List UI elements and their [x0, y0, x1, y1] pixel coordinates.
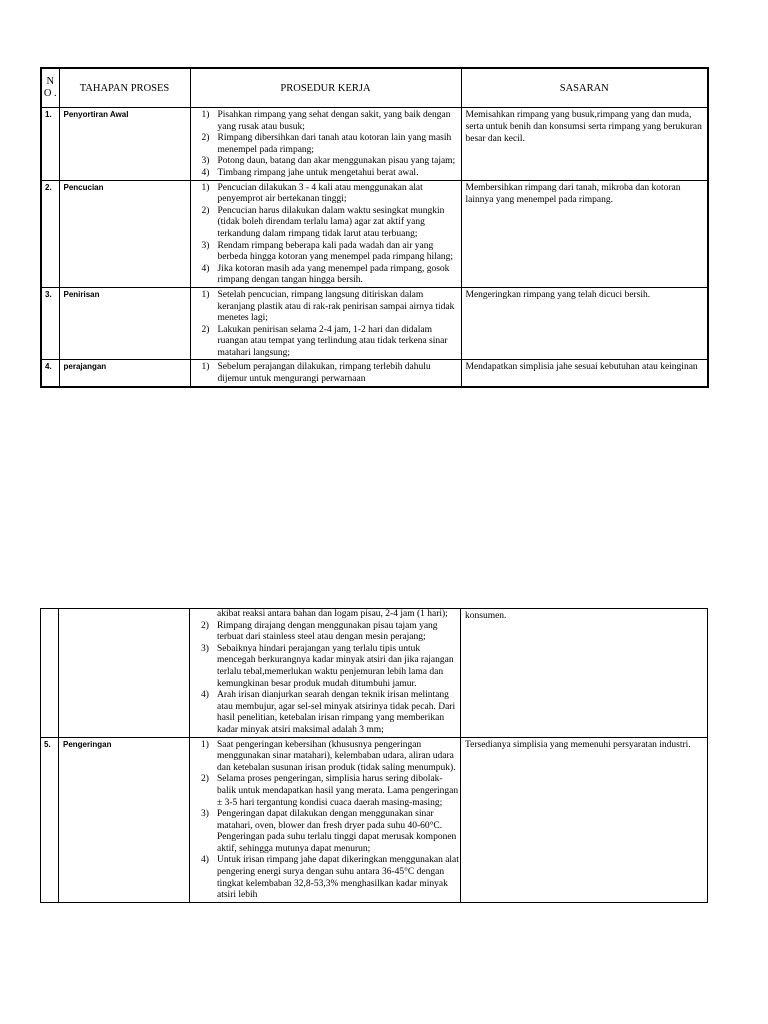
- procedure-list: [190, 740, 460, 902]
- step-number: 4): [201, 167, 210, 178]
- target-cell: Memisahkan rimpang yang busuk,rimpang yang dan muda, serta untuk benih dan konsumsi serta rimpang yang berukuran besar dan kecil.: [461, 108, 708, 181]
- step-text: Pisahkan rimpang yang sehat dengan sakit, yang baik dengan yang rusak atau busuk;: [217, 110, 451, 132]
- step-number: 3): [201, 809, 209, 820]
- row-number: 3.: [41, 287, 59, 360]
- step-text: Rendam rimpang beberapa kali pada wadah dan air yang berbeda hingga kotoran yang menempel pada rimpang hilang;: [217, 240, 454, 263]
- step-number: 4): [201, 263, 210, 274]
- procedure-list: [191, 110, 461, 180]
- table-row: [41, 609, 708, 738]
- stage-name: Penirisan: [59, 287, 190, 360]
- row-number: 5.: [41, 737, 59, 902]
- step-text: Timbang rimpang jahe untuk mengetahui berat awal.: [217, 167, 419, 178]
- step-text: Sebaiknya hindari perajangan yang terlalu tipis untuk mencegah berkurangnya kadar minyak atsiri dan jika rajangan terlalu tebal,memerlukan waktu penjemuran lebih lama dan kemungkinan besar produk mudah ditumbuhi jamur.: [217, 643, 454, 689]
- step-number: 4): [201, 855, 209, 866]
- row-number: [41, 609, 59, 738]
- stage-name: [59, 609, 190, 738]
- procedure-step: [191, 290, 461, 325]
- stage-name: perajangan: [59, 360, 190, 387]
- target-cell: Membersihkan rimpang dari tanah, mikroba dan kotoran lainnya yang menempel pada rimpang.: [461, 180, 708, 287]
- target-cell: konsumen.: [461, 609, 708, 738]
- row-number: 1.: [41, 108, 59, 181]
- procedure-list: [191, 183, 461, 287]
- table-row: [41, 108, 708, 181]
- step-text: Untuk irisan rimpang jahe dapat dikeringkan menggunakan alat pengering energi surya dengan suhu antara 36-45°C dengan tingkat kelembaban 32,8-53,3% menghasilkan kadar minyak atsiri lebih: [217, 855, 459, 901]
- step-number: 2): [201, 620, 209, 631]
- procedure-step: [190, 774, 460, 809]
- step-number: 2): [201, 205, 210, 216]
- step-text: Pencucian harus dilakukan dalam waktu sesingkat mungkin (tidak boleh direndam terlalu lama) agar zat aktif yang terkandung dalam rimpang tidak larut atau terbuang;: [217, 205, 445, 239]
- step-number: 1): [201, 362, 210, 373]
- step-number: 2): [201, 324, 210, 335]
- procedure-step: [191, 168, 461, 180]
- procedure-step: [191, 264, 461, 287]
- stage-name: Penyortiran Awal: [59, 108, 190, 181]
- target-cell: Tersedianya simplisia yang memenuhi persyaratan industri.: [461, 737, 708, 902]
- procedure-cell: [190, 737, 461, 902]
- table-header-row: [41, 68, 708, 108]
- procedure-step: [191, 241, 461, 264]
- procedure-step: [190, 621, 460, 644]
- step-text: Rimpang dibersihkan dari tanah atau kotoran lain yang masih menempel pada rimpang;: [217, 133, 452, 155]
- process-table-page-1: [40, 67, 709, 388]
- table-row: [41, 360, 708, 387]
- table-row: [41, 737, 708, 902]
- stage-name: Pencucian: [59, 180, 190, 287]
- procedure-cell: [190, 108, 461, 181]
- step-number: 1): [201, 182, 210, 193]
- table-row: [41, 180, 708, 287]
- step-number: 3): [201, 156, 210, 167]
- procedure-step: [190, 809, 460, 855]
- step-text: Pencucian dilakukan 3 - 4 kali atau menggunakan alat penyemprot air bertekanan tinggi;: [217, 182, 423, 205]
- step-text: Sebelum perajangan dilakukan, rimpang terlebih dahulu dijemur untuk mengurangi perwarnaan: [217, 362, 431, 385]
- step-number: 3): [201, 643, 209, 654]
- target-cell: Mendapatkan simplisia jahe sesuai kebutuhan atau keinginan: [461, 360, 708, 387]
- step-text: Rimpang dirajang dengan menggunakan pisau tajam yang terbuat dari stainless steel atau dengan mesin perajang;: [217, 620, 438, 643]
- procedure-step: [190, 644, 460, 690]
- step-text: Jika kotoran masih ada yang menempel pada rimpang, gosok rimpang dengan tangan hingga bersih.: [217, 263, 450, 286]
- procedure-step: [191, 156, 461, 168]
- procedure-cell: [190, 609, 461, 738]
- process-table-page-2: [40, 608, 708, 903]
- step-number: 3): [201, 240, 210, 251]
- procedure-step: [190, 740, 460, 775]
- procedure-step: [191, 325, 461, 360]
- step-text: Potong daun, batang dan akar menggunakan pisau yang tajam;: [217, 156, 456, 167]
- procedure-step: [190, 855, 460, 901]
- procedure-step: [191, 362, 461, 385]
- row-number: 4.: [41, 360, 59, 387]
- header-prosedur-kerja: PROSEDUR KERJA: [190, 68, 461, 108]
- step-text: Lakukan penirisan selama 2-4 jam, 1-2 hari dan didalam ruangan atau tempat yang terlindung atau tidak terkena sinar matahari langsung;: [217, 324, 448, 358]
- step-text: Arah irisan dianjurkan searah dengan teknik irisan melintang atau membujur, agar sel-sel minyak atsirinya tidak pecah. Dari hasil penelitian, ketebalan irisan rimpang yang memberikan kadar minyak atsiri maksimal adalah 3 mm;: [217, 690, 456, 735]
- step-number: 2): [201, 774, 209, 785]
- step-text: Saat pengeringan kebersihan (khususnya pengeringan menggunakan sinar matahari), kelembaban udara, aliran udara dan ketebalan susunan irisan produk (tidak saling menumpuk).: [217, 739, 456, 773]
- procedure-cell: [190, 360, 461, 387]
- procedure-list: [190, 621, 460, 737]
- procedure-step: [191, 133, 461, 156]
- stage-name: Pengeringan: [59, 737, 190, 902]
- step-number: 4): [201, 690, 209, 701]
- table-row: [41, 287, 708, 360]
- procedure-cell: [190, 287, 461, 360]
- procedure-step: [191, 206, 461, 241]
- step-text: Setelah pencucian, rimpang langsung ditiriskan dalam keranjang plastik atau di rak-rak penirisan sampai airnya tidak menetes lagi;: [217, 289, 455, 324]
- procedure-step: [191, 183, 461, 206]
- step-number: 1): [201, 289, 210, 300]
- step-number: 1): [201, 739, 209, 750]
- step-text: Pengeringan dapat dilakukan dengan menggunakan sinar matahari, oven, blower dan fresh dryer pada suhu 40-60°C. Pengeringan pada suhu terlalu tinggi dapat merusak komponen aktif, sehingga mutunya dapat menurun;: [217, 809, 457, 854]
- header-no: N O .: [41, 68, 59, 108]
- procedure-list: [191, 362, 461, 385]
- procedure-cell: [190, 180, 461, 287]
- step-text: Selama proses pengeringan, simplisia harus sering dibolak-balik untuk mendapatkan hasil yang merata. Lama pengeringan ± 3-5 hari tergantung kondisi cuaca daerah masing-masing;: [217, 774, 459, 808]
- procedure-continuation: akibat reaksi antara bahan dan logam pisau, 2-4 jam (1 hari);: [217, 609, 448, 619]
- procedure-step: [191, 110, 461, 133]
- row-number: 2.: [41, 180, 59, 287]
- procedure-list: [191, 290, 461, 360]
- procedure-step: [190, 690, 460, 736]
- step-number: 1): [201, 110, 210, 120]
- header-sasaran: SASARAN: [461, 68, 708, 108]
- step-number: 2): [201, 133, 210, 144]
- header-tahapan-proses: TAHAPAN PROSES: [59, 68, 190, 108]
- target-cell: Mengeringkan rimpang yang telah dicuci bersih.: [461, 287, 708, 360]
